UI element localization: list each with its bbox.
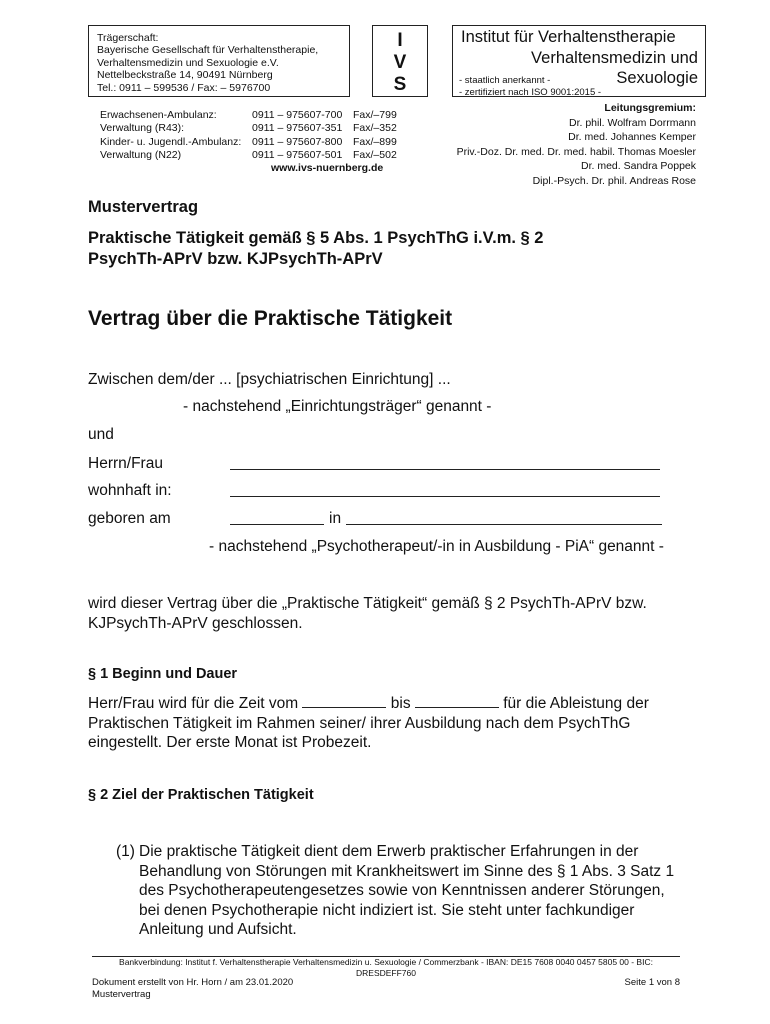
institute-recognized-note: - staatlich anerkannt - bbox=[459, 75, 551, 86]
document-subtitle bbox=[88, 228, 688, 270]
section2-title: § 2 Ziel der Praktischen Tätigkeit bbox=[88, 787, 314, 803]
end-date-line[interactable] bbox=[415, 693, 499, 708]
start-date-line[interactable] bbox=[302, 693, 386, 708]
name-field-line[interactable] bbox=[230, 455, 660, 470]
page-number: Seite 1 von 8 bbox=[624, 977, 680, 988]
document-title: Mustervertrag bbox=[88, 198, 199, 216]
section2-item1 bbox=[116, 842, 686, 940]
subtitle-line2: PsychTh-APrV bzw. KJPsychTh-APrV bbox=[88, 250, 383, 268]
contact-dept: Erwachsenen-Ambulanz: bbox=[100, 109, 217, 121]
contact-fax: Fax/–352 bbox=[353, 122, 397, 135]
subtitle-line1: Praktische Tätigkeit gemäß § 5 Abs. 1 PsychThG i.V.m. § 2 bbox=[88, 229, 544, 247]
section1-paragraph bbox=[88, 693, 688, 753]
board-member: Dr. med. Sandra Poppek bbox=[581, 160, 696, 173]
section1-text-a: Herr/Frau wird für die Zeit vom bbox=[88, 695, 299, 712]
sponsor-address: Nettelbeckstraße 14, 90491 Nürnberg bbox=[97, 69, 273, 82]
contact-row bbox=[100, 136, 397, 149]
concluded-paragraph bbox=[88, 594, 688, 633]
residence-field-label: wohnhaft in: bbox=[88, 482, 172, 499]
logo-letter-s: S bbox=[393, 74, 407, 95]
institute-box bbox=[452, 25, 706, 97]
section1-text-b: bis bbox=[390, 695, 411, 712]
sponsor-phone-fax: Tel.: 0911 – 599536 / Fax: – 5976700 bbox=[97, 81, 271, 94]
carrier-note: - nachstehend „Einrichtungsträger“ genannt - bbox=[183, 398, 492, 415]
bank-line2: DRESDEFF760 bbox=[356, 967, 416, 978]
footer-doc-info bbox=[92, 977, 293, 1001]
pia-note: - nachstehend „Psychotherapeut/-in in Ausbildung - PiA“ genannt - bbox=[209, 538, 664, 555]
sponsor-box bbox=[88, 25, 350, 97]
institute-name-line2: Verhaltensmedizin und bbox=[531, 49, 698, 67]
contact-dept: Verwaltung (R43): bbox=[100, 122, 185, 135]
board-member: Dr. med. Johannes Kemper bbox=[568, 131, 696, 144]
contact-row bbox=[100, 122, 397, 135]
logo-letter-v: V bbox=[393, 52, 407, 73]
item-text: Die praktische Tätigkeit dient dem Erwerb praktischer Erfahrungen in der Behandlung von Störungen mit Krankheitswert im Sinne des § 1 Abs. 3 Satz 1 des Psychotherapeutengesetzes sowie von Kenntnissen anderer Störungen, bei denen Psychotherapie nicht indiziert ist. Sie steht unter fachkundiger Anleitung und Aufsicht. bbox=[139, 843, 675, 938]
contact-row bbox=[100, 109, 397, 122]
contact-dept: Verwaltung (N22) bbox=[100, 148, 182, 161]
board-title: Leitungsgremium: bbox=[604, 102, 696, 114]
birth-place-line[interactable] bbox=[346, 510, 662, 525]
contact-phone: 0911 – 975607-351 bbox=[252, 122, 343, 135]
contact-fax: Fax/–899 bbox=[353, 135, 397, 148]
created-by: Dokument erstellt von Hr. Horn / am 23.01.2020 bbox=[92, 977, 294, 988]
contact-phone: 0911 – 975607-700 bbox=[252, 109, 343, 121]
born-in-label: in bbox=[329, 510, 342, 527]
contact-row bbox=[100, 149, 397, 162]
institute-iso-note: - zertifiziert nach ISO 9001:2015 - bbox=[459, 87, 602, 98]
item-number: (1) bbox=[116, 843, 135, 860]
concluded-line2: KJPsychTh-APrV geschlossen. bbox=[88, 614, 303, 632]
born-field-label: geboren am bbox=[88, 510, 171, 527]
bank-details bbox=[92, 957, 680, 978]
management-board bbox=[457, 101, 696, 189]
contract-heading: Vertrag über die Praktische Tätigkeit bbox=[88, 307, 453, 330]
contact-phone: 0911 – 975607-501 bbox=[252, 148, 343, 161]
bank-line1: Bankverbindung: Institut f. Verhaltenstherapie Verhaltensmedizin u. Sexuologie / Commerzbank - IBAN: DE15 7608 0040 0457 5805 00 - BIC: bbox=[119, 957, 653, 967]
contact-fax: Fax/–502 bbox=[353, 148, 397, 161]
contact-fax: Fax/–799 bbox=[353, 109, 397, 121]
board-member: Dipl.-Psych. Dr. phil. Andreas Rose bbox=[532, 174, 696, 187]
contact-list bbox=[100, 109, 397, 162]
contact-phone: 0911 – 975607-800 bbox=[252, 135, 343, 148]
institute-name-line1: Institut für Verhaltenstherapie bbox=[461, 28, 676, 46]
birth-date-line[interactable] bbox=[230, 510, 324, 525]
section1-title: § 1 Beginn und Dauer bbox=[88, 666, 238, 682]
section1-line2: Praktischen Tätigkeit im Rahmen seiner/ ihrer Ausbildung nach dem PsychThG bbox=[88, 714, 631, 732]
concluded-line1: wird dieser Vertrag über die „Praktische Tätigkeit“ gemäß § 2 PsychTh-APrV bzw. bbox=[88, 595, 647, 612]
sponsor-name-line1: Bayerische Gesellschaft für Verhaltenstherapie, bbox=[97, 44, 319, 57]
ivs-logo bbox=[372, 25, 428, 97]
sponsor-name-line2: Verhaltensmedizin und Sexuologie e.V. bbox=[97, 56, 279, 69]
and-label: und bbox=[88, 426, 114, 443]
board-member: Dr. phil. Wolfram Dorrmann bbox=[568, 116, 696, 129]
website-link[interactable]: www.ivs-nuernberg.de bbox=[271, 162, 384, 174]
sponsor-label: Trägerschaft: bbox=[97, 32, 159, 44]
logo-letter-i: I bbox=[397, 30, 403, 51]
between-line: Zwischen dem/der ... [psychiatrischen Einrichtung] ... bbox=[88, 371, 451, 388]
residence-field-line[interactable] bbox=[230, 482, 660, 497]
section1-line3: eingestellt. Der erste Monat ist Probezeit. bbox=[88, 734, 372, 751]
name-field-label: Herrn/Frau bbox=[88, 455, 163, 472]
contact-dept: Kinder- u. Jugendl.-Ambulanz: bbox=[100, 135, 242, 148]
institute-name-line3: Sexuologie bbox=[616, 69, 698, 87]
footer-doc-name: Mustervertrag bbox=[92, 989, 151, 1000]
board-member: Priv.-Doz. Dr. med. Dr. med. habil. Thomas Moesler bbox=[456, 145, 696, 158]
section1-text-c: für die Ableistung der bbox=[503, 695, 649, 712]
section1-line1 bbox=[88, 693, 688, 714]
